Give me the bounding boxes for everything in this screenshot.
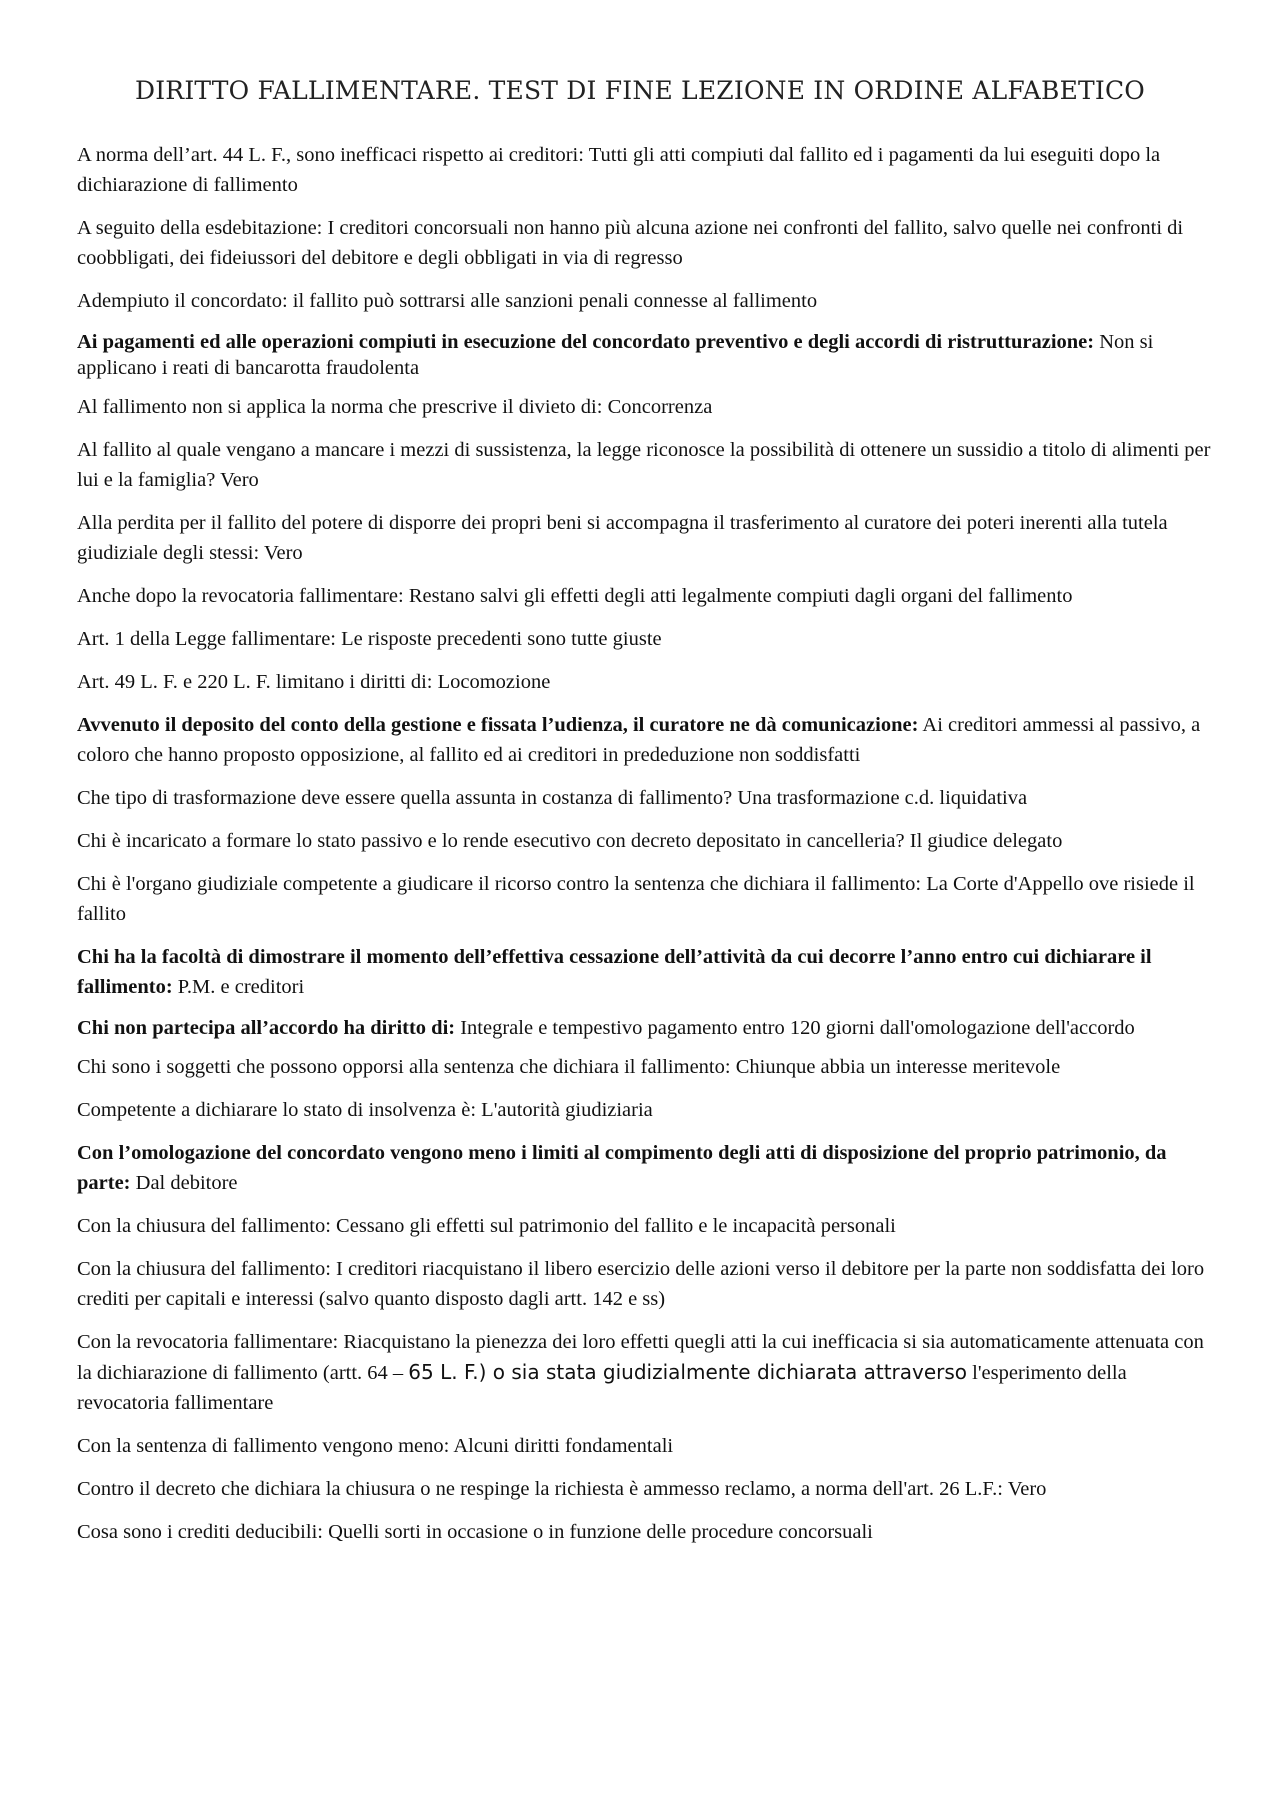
question-text: A norma dell’art. 44 L. F., sono inefficaci rispetto ai creditori: (77, 144, 584, 166)
list-item (77, 1254, 1212, 1314)
question-text: Chi è incaricato a formare lo stato passivo e lo rende esecutivo con decreto depositato in cancelleria? (77, 830, 905, 852)
list-item (77, 710, 1212, 770)
question-text: Che tipo di trasformazione deve essere quella assunta in costanza di fallimento? (77, 787, 733, 809)
list-item (77, 624, 1212, 654)
question-text: Cosa sono i crediti deducibili: (77, 1521, 323, 1543)
answer-text: P.M. e creditori (177, 976, 305, 998)
question-text: Con l’omologazione del concordato vengono meno i limiti al compimento degli atti di disposizione del proprio patrimonio, da parte: (77, 1142, 1167, 1194)
question-text: Art. 1 della Legge fallimentare: (77, 628, 336, 650)
question-text: Con la chiusura del fallimento: (77, 1215, 331, 1237)
list-item (77, 1052, 1212, 1082)
answer-text: Vero (220, 469, 259, 491)
answer-text: La Corte d'Appello ove risiede il fallito (77, 873, 1195, 925)
list-item (77, 508, 1212, 568)
question-text: Anche dopo la revocatoria fallimentare: (77, 585, 404, 607)
answer-text: Locomozione (437, 671, 551, 693)
question-text: Competente a dichiarare lo stato di insolvenza è: (77, 1099, 477, 1121)
question-text: Al fallimento non si applica la norma che prescrive il divieto di: (77, 396, 603, 418)
answer-text: I creditori riacquistano il libero esercizio delle azioni verso il debitore per la parte non soddisfatta dei loro crediti per capitali e interessi (salvo quanto disposto dagli artt. 142 e ss) (77, 1258, 1205, 1310)
answer-text: Quelli sorti in occasione o in funzione delle procedure concorsuali (328, 1521, 873, 1543)
list-item (77, 869, 1212, 929)
answer-text: Chiunque abbia un interesse meritevole (735, 1056, 1061, 1078)
answer-text: I creditori concorsuali non hanno più alcuna azione nei confronti del fallito, salvo quelle nei confronti di coobbligati, dei fideiussori del debitore e degli obbligati in via di regresso (77, 217, 1184, 269)
answer-text: Restano salvi gli effetti degli atti legalmente compiuti dagli organi del fallimento (408, 585, 1073, 607)
list-item (77, 1211, 1212, 1241)
answer-text: Vero (1007, 1478, 1047, 1500)
list-item (77, 581, 1212, 611)
question-text: Chi sono i soggetti che possono opporsi alla sentenza che dichiara il fallimento: (77, 1056, 731, 1078)
list-item (77, 942, 1212, 1002)
question-text: Art. 49 L. F. e 220 L. F. limitano i diritti di: (77, 671, 433, 693)
list-item (77, 1517, 1212, 1547)
qa-list (77, 140, 1212, 1560)
answer-text: Il giudice delegato (909, 830, 1063, 852)
question-text: Adempiuto il concordato: (77, 290, 288, 312)
answer-text: Una trasformazione c.d. liquidativa (737, 787, 1028, 809)
question-text: Avvenuto il deposito del conto della gestione e fissata l’udienza, il curatore ne dà comunicazione: (77, 714, 919, 736)
question-text: Chi ha la facoltà di dimostrare il momento dell’effettiva cessazione dell’attività da cui decorre l’anno entro cui dichiarare il fallimento: (77, 946, 1152, 998)
question-text: Con la revocatoria fallimentare: (77, 1331, 339, 1353)
question-text: Chi non partecipa all’accordo ha diritto di: (77, 1017, 456, 1039)
list-item (77, 392, 1212, 422)
answer-text: Tutti gli atti compiuti dal fallito ed i pagamenti da lui eseguiti dopo la dichiarazione di fallimento (77, 144, 1161, 196)
answer-text: Alcuni diritti fondamentali (453, 1435, 674, 1457)
answer-text: Non si applicano i reati di bancarotta fraudolenta (77, 331, 1154, 379)
question-text: A seguito della esdebitazione: (77, 217, 323, 239)
list-item (77, 329, 1212, 381)
question-text: Alla perdita per il fallito del potere di disporre dei propri beni si accompagna il trasferimento al curatore dei poteri inerenti alla tutela giudiziale degli stessi: (77, 512, 1168, 564)
answer-text: Concorrenza (607, 396, 713, 418)
list-item (77, 1327, 1212, 1418)
question-text: Con la chiusura del fallimento: (77, 1258, 331, 1280)
answer-text: Le risposte precedenti sono tutte giuste (341, 628, 662, 650)
list-item (77, 286, 1212, 316)
question-text: Al fallito al quale vengano a mancare i mezzi di sussistenza, la legge riconosce la possibilità di ottenere un sussidio a titolo di alimenti per lui e la famiglia? (77, 439, 1211, 491)
answer-text: il fallito può sottrarsi alle sanzioni penali connesse al fallimento (292, 290, 818, 312)
list-item (77, 213, 1212, 273)
answer-text-tail: l'esperimento della revocatoria fallimentare (77, 1362, 1127, 1414)
answer-text: Vero (263, 542, 303, 564)
list-item (77, 1095, 1212, 1125)
list-item (77, 140, 1212, 200)
question-text: Contro il decreto che dichiara la chiusura o ne respinge la richiesta è ammesso reclamo, a norma dell'art. 26 L.F.: (77, 1478, 1003, 1500)
page-title: DIRITTO FALLIMENTARE. TEST DI FINE LEZIONE IN ORDINE ALFABETICO (134, 76, 1145, 105)
question-text: Chi è l'organo giudiziale competente a giudicare il ricorso contro la sentenza che dichiara il fallimento: (77, 873, 922, 895)
answer-text: Ai creditori ammessi al passivo, a coloro che hanno proposto opposizione, al fallito ed ai creditori in prededuzione non soddisfatti (77, 714, 1201, 766)
list-item (77, 667, 1212, 697)
list-item (77, 826, 1212, 856)
answer-text-sans: 65 L. F.) o sia stata giudizialmente dichiarata attraverso (408, 1360, 968, 1384)
list-item (77, 783, 1212, 813)
question-text: Con la sentenza di fallimento vengono meno: (77, 1435, 450, 1457)
answer-text: Integrale e tempestivo pagamento entro 120 giorni dall'omologazione dell'accordo (460, 1017, 1135, 1039)
list-item (77, 1474, 1212, 1504)
list-item (77, 1015, 1212, 1041)
list-item (77, 435, 1212, 495)
list-item (77, 1138, 1212, 1198)
question-text: Ai pagamenti ed alle operazioni compiuti in esecuzione del concordato preventivo e degli accordi di ristrutturazione: (77, 331, 1095, 353)
answer-text: Dal debitore (135, 1172, 238, 1194)
list-item (77, 1431, 1212, 1461)
answer-text: Riacquistano la pienezza dei loro effetti quegli atti la cui inefficacia si sia automaticamente attenuata con la dichiarazione di fallimento (artt. 64 – (77, 1331, 1204, 1384)
answer-text: Cessano gli effetti sul patrimonio del fallito e le incapacità personali (336, 1215, 896, 1237)
answer-text: L'autorità giudiziaria (481, 1099, 653, 1121)
